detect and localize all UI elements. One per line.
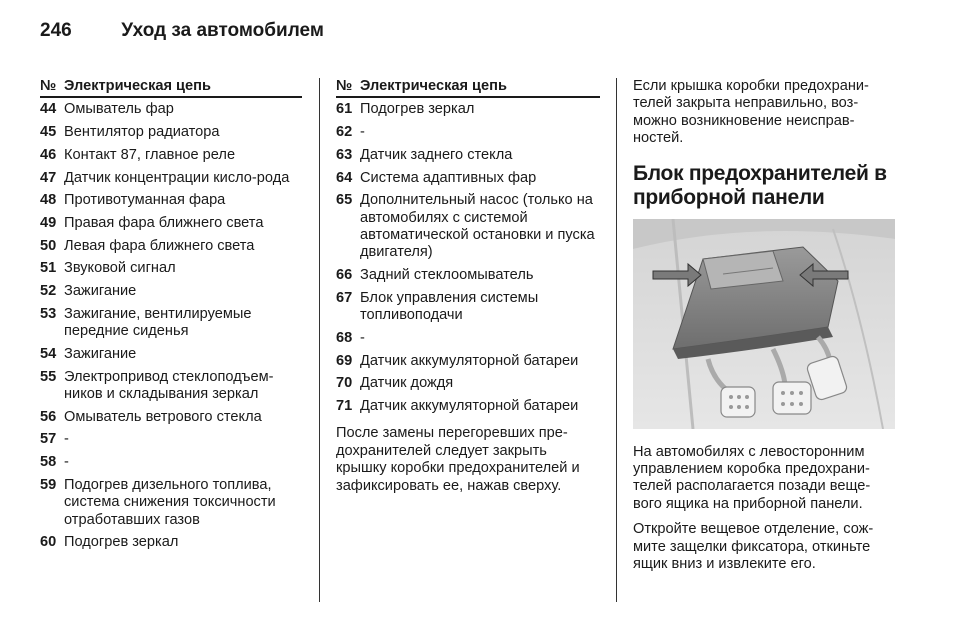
fuse-box-illustration: [633, 219, 895, 429]
table-row: [336, 192, 600, 262]
circuit-name: Датчик аккумуляторной батареи: [360, 398, 579, 415]
table-row: [40, 147, 302, 164]
circuit-name: Подогрев дизельного топлива, система снижения токсичности отработавших газов: [64, 476, 276, 528]
table-row: [40, 101, 302, 118]
fuse-number: 55: [40, 368, 57, 385]
fuse-number: 69: [336, 352, 353, 369]
fuse-number: 50: [40, 237, 57, 254]
table-row: [336, 375, 600, 392]
circuit-name: Омыватель ветрового стекла: [64, 408, 262, 425]
column-header-number: №: [336, 78, 353, 94]
warning-paragraph: Если крышка коробки предохрани-телей закрыта неправильно, воз-можно возникновение неисправ-ностей.: [633, 78, 869, 147]
page-header: [40, 20, 324, 46]
table-header: [40, 78, 302, 98]
fuse-number: 61: [336, 101, 353, 118]
circuit-name: Датчик заднего стекла: [360, 146, 513, 163]
table-row: [40, 346, 302, 363]
fuse-number: 60: [40, 534, 57, 551]
circuit-name: Зажигание: [64, 283, 137, 300]
circuit-name: Датчик аккумуляторной батареи: [360, 352, 579, 369]
circuit-name: Датчик концентрации кисло-рода: [64, 169, 290, 186]
glovebox-illustration-svg: [633, 219, 895, 429]
table-row: [40, 260, 302, 277]
column-divider: [319, 78, 320, 602]
page-title: Уход за автомобилем: [121, 20, 324, 41]
circuit-name: Система адаптивных фар: [360, 169, 537, 186]
column-header-circuit: Электрическая цепь: [360, 78, 507, 94]
circuit-name: Контакт 87, главное реле: [64, 146, 236, 163]
circuit-name: Подогрев зеркал: [360, 101, 475, 118]
column-header-number: №: [40, 78, 57, 94]
table-header: [336, 78, 600, 98]
table-body: [40, 101, 302, 551]
table-row: [336, 398, 600, 415]
fuse-number: 64: [336, 169, 353, 186]
table-row: [40, 431, 302, 448]
fuse-number: 66: [336, 267, 353, 284]
table-row: [40, 369, 302, 404]
table-row: [336, 353, 600, 370]
fuse-number: 68: [336, 329, 353, 346]
fuse-number: 46: [40, 146, 57, 163]
table-row: [40, 215, 302, 232]
fuse-number: 62: [336, 124, 353, 141]
circuit-name: Звуковой сигнал: [64, 260, 176, 277]
circuit-name: Противотуманная фара: [64, 192, 226, 209]
circuit-name: -: [64, 454, 69, 471]
circuit-name: Зажигание, вентилируемые передние сиденья: [64, 305, 252, 340]
fuse-number: 58: [40, 454, 57, 471]
fuse-number: 52: [40, 283, 57, 300]
table-row: [40, 283, 302, 300]
section-heading: Блок предохранителей в приборной панели: [633, 161, 887, 210]
circuit-name: -: [360, 124, 365, 141]
table-row: [336, 101, 600, 118]
table-row: [336, 330, 600, 347]
circuit-name: Левая фара ближнего света: [64, 237, 255, 254]
circuit-name: Датчик дождя: [360, 375, 454, 392]
table-row: [336, 290, 600, 325]
fuse-number: 47: [40, 169, 57, 186]
fuse-number: 54: [40, 345, 57, 362]
circuit-name: -: [64, 431, 69, 448]
circuit-name: Вентилятор радиатора: [64, 124, 220, 141]
table-row: [40, 306, 302, 341]
circuit-name: Зажигание: [64, 345, 137, 362]
column-divider: [616, 78, 617, 602]
circuit-name: Блок управления системы топливоподачи: [360, 289, 539, 324]
fuse-number: 53: [40, 305, 57, 322]
table-row: [40, 454, 302, 471]
table-body: [336, 101, 600, 415]
table-row: [40, 534, 302, 551]
fuse-number: 65: [336, 192, 353, 209]
circuit-name: Правая фара ближнего света: [64, 214, 264, 231]
page-number: 246: [40, 20, 72, 41]
fuse-number: 59: [40, 476, 57, 493]
fuse-number: 67: [336, 289, 353, 306]
fuse-number: 56: [40, 408, 57, 425]
fuse-replacement-note: После замены перегоревших пре-дохранителей следует закрыть крышку коробки предохранителей и зафиксировать ее, нажав сверху.: [336, 425, 580, 494]
fuse-number: 51: [40, 260, 57, 277]
instruction-paragraph: Откройте вещевое отделение, сож-мите защелки фиксатора, откиньте ящик вниз и извлеките его.: [633, 521, 874, 573]
fuse-number: 71: [336, 398, 353, 415]
fuse-number: 70: [336, 375, 353, 392]
fuse-number: 57: [40, 431, 57, 448]
fuse-table-left: [40, 78, 302, 557]
table-row: [336, 124, 600, 141]
table-row: [40, 192, 302, 209]
circuit-name: Подогрев зеркал: [64, 534, 179, 551]
circuit-name: Задний стеклоомыватель: [360, 267, 534, 284]
circuit-name: Омыватель фар: [64, 101, 174, 118]
table-row: [336, 147, 600, 164]
circuit-name: -: [360, 329, 365, 346]
fuse-number: 63: [336, 146, 353, 163]
table-row: [336, 267, 600, 284]
table-row: [40, 477, 302, 529]
fuse-number: 45: [40, 124, 57, 141]
fuse-table-right: [336, 78, 600, 495]
fuse-number: 48: [40, 192, 57, 209]
table-row: [336, 170, 600, 187]
table-row: [40, 238, 302, 255]
column-header-circuit: Электрическая цепь: [64, 78, 211, 94]
fuse-number: 49: [40, 214, 57, 231]
text-column: [633, 78, 895, 581]
table-row: [40, 170, 302, 187]
location-paragraph: На автомобилях с левосторонним управлением коробка предохрани-телей располагается позади веще-вого ящика на приборной панели.: [633, 443, 871, 512]
circuit-name: Электропривод стеклоподъем-ников и складывания зеркал: [64, 368, 274, 402]
table-row: [40, 124, 302, 141]
table-row: [40, 409, 302, 426]
circuit-name: Дополнительный насос (только на автомобилях с системой автоматической остановки и пуска двигателя): [360, 192, 595, 261]
fuse-number: 44: [40, 101, 57, 118]
